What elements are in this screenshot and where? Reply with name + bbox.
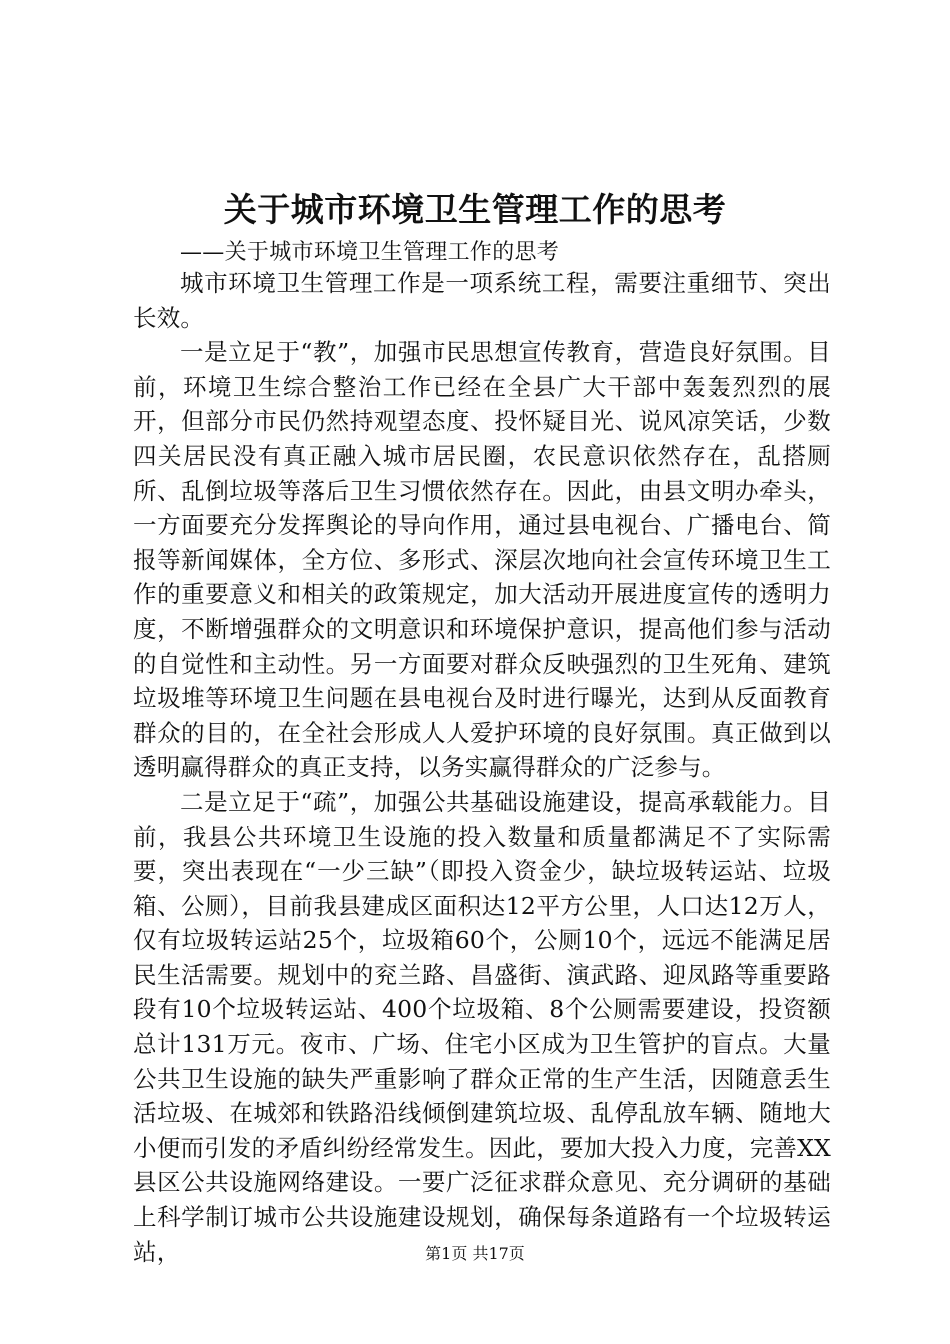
paragraph-education: 一是立足于“教”，加强市民思想宣传教育，营造良好氛围。目前，环境卫生综合整治工作已经在全县广大干部中轰轰烈烈的展开，但部分市民仍然持观望态度、投怀疑目光、说风凉笑话，少数四关居民没有真正融入城市居民圈，农民意识依然存在，乱搭厕所、乱倒垃圾等落后卫生习惯依然存在。因此，由县文明办牵头，一方面要充分发挥舆论的导向作用，通过县电视台、广播电台、简报等新闻媒体，全方位、多形式、深层次地向社会宣传环境卫生工作的重要意义和相关的政策规定，加大活动开展进度宣传的透明力度，不断增强群众的文明意识和环境保护意识，提高他们参与活动的自觉性和主动性。另一方面要对群众反映强烈的卫生死角、建筑垃圾堆等环境卫生问题在县电视台及时进行曝光，达到从反面教育群众的目的，在全社会形成人人爱护环境的良好氛围。真正做到以透明赢得群众的真正支持，以务实赢得群众的广泛参与。 bbox=[133, 338, 831, 782]
page-number-footer: 第1页 共17页 bbox=[425, 1244, 525, 1263]
paragraph-intro: 城市环境卫生管理工作是一项系统工程，需要注重细节、突出长效。 bbox=[133, 269, 831, 332]
document-title: 关于城市环境卫生管理工作的思考 bbox=[223, 190, 727, 229]
paragraph-infrastructure: 二是立足于“疏”，加强公共基础设施建设，提高承载能力。目前，我县公共环境卫生设施的投入数量和质量都满足不了实际需要，突出表现在“一少三缺”（即投入资金少，缺垃圾转运站、垃圾箱、公厕），目前我县建成区面积达12平方公里，人口达12万人，仅有垃圾转运站25个，垃圾箱60个，公厕10个，远远不能满足居民生活需要。规划中的兖兰路、昌盛街、演武路、迎凤路等重要路段有10个垃圾转运站、400个垃圾箱、8个公厕需要建设，投资额总计131万元。夜市、广场、住宅小区成为卫生管护的盲点。大量公共卫生设施的缺失严重影响了群众正常的生产生活，因随意丢生活垃圾、在城郊和铁路沿线倾倒建筑垃圾、乱停乱放车辆、随地大小便而引发的矛盾纠纷经常发生。因此，要加大投入力度，完善XX县区公共设施网络建设。一要广泛征求群众意见、充分调研的基础上科学制订城市公共设施建设规划，确保每条道路有一个垃圾转运站， bbox=[133, 787, 831, 1266]
document-subtitle: ——关于城市环境卫生管理工作的思考 bbox=[180, 240, 560, 265]
document-body bbox=[133, 266, 831, 1269]
